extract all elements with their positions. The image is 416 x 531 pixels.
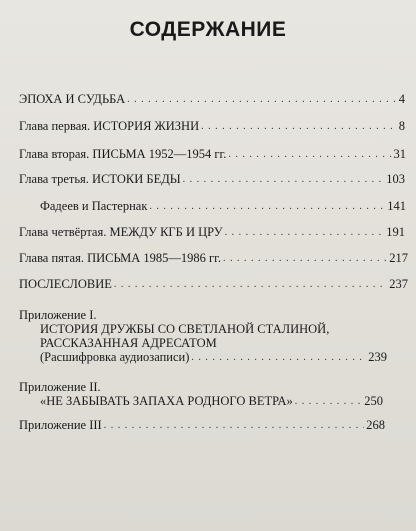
appendix-subtitle: (Расшифровка аудиозаписи) bbox=[40, 350, 190, 364]
appendix-title-line: ИСТОРИЯ ДРУЖБЫ СО СВЕТЛАНОЙ СТАЛИНОЙ, bbox=[40, 322, 330, 336]
toc-page-number: 8 bbox=[398, 119, 405, 133]
dot-leader bbox=[191, 351, 366, 365]
dot-leader bbox=[201, 120, 397, 134]
appendix-title-line: РАССКАЗАННАЯ АДРЕСАТОМ bbox=[40, 336, 217, 350]
appendix-heading: Приложение II. bbox=[19, 380, 101, 394]
dot-leader bbox=[295, 395, 363, 409]
toc-page-number: 217 bbox=[389, 251, 408, 265]
dot-leader bbox=[127, 93, 397, 107]
toc-entry-fadeev-pasternak bbox=[40, 199, 406, 215]
dot-leader bbox=[104, 419, 365, 433]
toc-entry-appendix-2 bbox=[19, 380, 383, 410]
toc-entry-label: Глава вторая. ПИСЬМА 1952—1954 гг. bbox=[19, 147, 227, 161]
dot-leader bbox=[225, 226, 385, 240]
toc-page-number: 239 bbox=[368, 350, 387, 364]
toc-entry-appendix-1 bbox=[19, 308, 387, 366]
toc-entry-label: Фадеев и Пастернак bbox=[40, 199, 148, 213]
toc-page-number: 237 bbox=[389, 277, 408, 291]
toc-page-number: 191 bbox=[386, 225, 405, 239]
dot-leader bbox=[228, 148, 391, 162]
toc-page-number: 268 bbox=[366, 418, 385, 432]
toc-page-number: 31 bbox=[393, 147, 406, 161]
toc-entry-epoch bbox=[19, 92, 405, 108]
toc-entry-chapter-3 bbox=[19, 172, 405, 188]
dot-leader bbox=[149, 200, 385, 214]
appendix-title-line: «НЕ ЗАБЫВАТЬ ЗАПАХА РОДНОГО ВЕТРА» bbox=[40, 394, 293, 408]
toc-entry-label: ПОСЛЕСЛОВИЕ bbox=[19, 277, 112, 291]
page-title: СОДЕРЖАНИЕ bbox=[129, 18, 287, 41]
dot-leader bbox=[114, 278, 387, 292]
toc-entry-chapter-5 bbox=[19, 251, 408, 267]
toc-entry-chapter-1 bbox=[19, 119, 405, 135]
appendix-heading: Приложение I. bbox=[19, 308, 97, 322]
toc-entry-label: ЭПОХА И СУДЬБА bbox=[19, 92, 126, 106]
toc-entry-afterword bbox=[19, 277, 408, 293]
toc-page-number: 4 bbox=[398, 92, 405, 106]
toc-page-number: 103 bbox=[386, 172, 405, 186]
toc-entry-label: Глава третья. ИСТОКИ БЕДЫ bbox=[19, 172, 181, 186]
toc-entry-appendix-3 bbox=[19, 418, 385, 434]
toc-entry-label: Глава первая. ИСТОРИЯ ЖИЗНИ bbox=[19, 119, 200, 133]
toc-entry-chapter-2 bbox=[19, 147, 406, 163]
toc-entry-chapter-4 bbox=[19, 225, 405, 241]
dot-leader bbox=[183, 173, 385, 187]
toc-entry-label: Глава пятая. ПИСЬМА 1985—1986 гг. bbox=[19, 251, 222, 265]
toc-page-number: 141 bbox=[387, 199, 406, 213]
toc-entry-label: Глава четвёртая. МЕЖДУ КГБ И ЦРУ bbox=[19, 225, 223, 239]
toc-page-number: 250 bbox=[364, 394, 383, 408]
toc-entry-label: Приложение III bbox=[19, 418, 102, 432]
dot-leader bbox=[223, 252, 387, 266]
